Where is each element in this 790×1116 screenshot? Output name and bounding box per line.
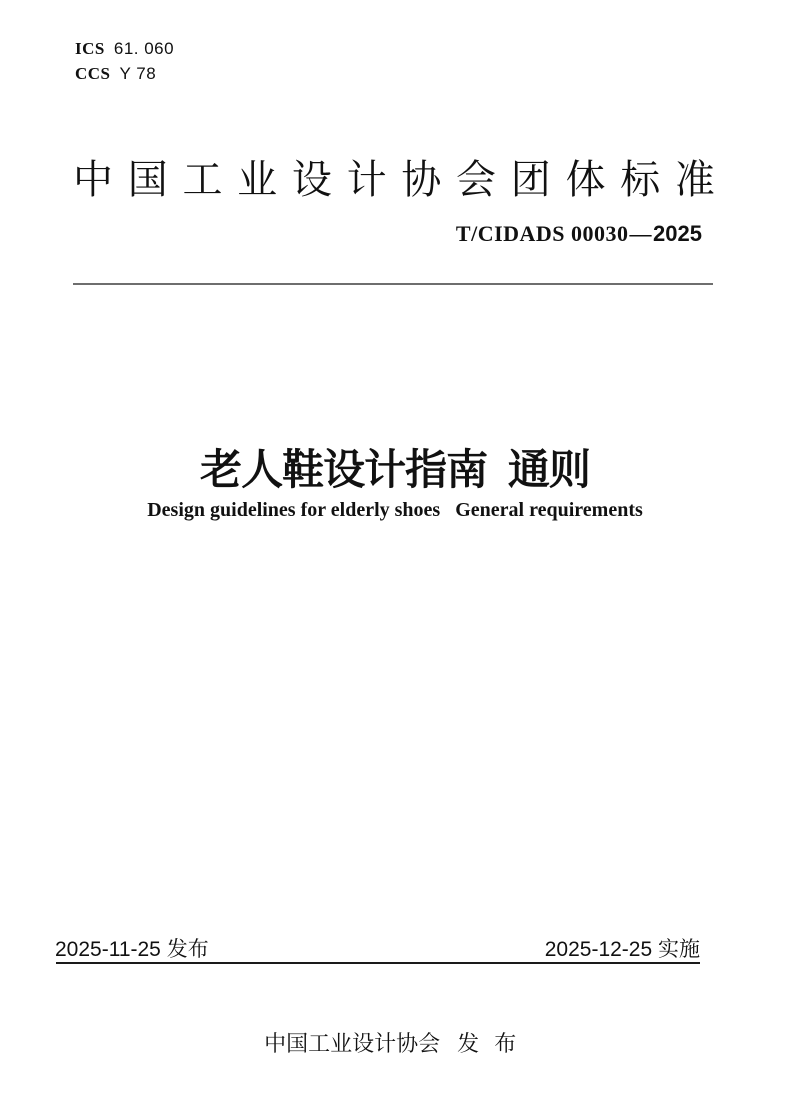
- org-title-char: 准: [674, 158, 715, 202]
- standard-code-dash: —: [629, 221, 653, 246]
- implementation-date: 2025-12-25 实施: [544, 938, 700, 961]
- standard-code-prefix: T/CIDADS 00030: [455, 221, 629, 246]
- ics-line: [75, 36, 174, 61]
- ccs-value: Y 78: [119, 64, 157, 83]
- org-title-char: 工: [182, 158, 223, 202]
- standard-code: [456, 221, 702, 247]
- org-title-char: 协: [401, 158, 442, 202]
- publisher-line: [56, 1001, 700, 1084]
- org-title-char: 中: [73, 158, 113, 202]
- footer-dates: [55, 933, 700, 963]
- ics-value: 61. 060: [113, 39, 175, 58]
- org-title-char: 体: [565, 158, 606, 202]
- org-title-char: 计: [346, 158, 387, 202]
- org-title-char: 业: [237, 158, 278, 202]
- publisher-org: 中国工业设计协会: [264, 1031, 441, 1056]
- org-title-char: 会: [456, 158, 497, 202]
- publisher-action: 发 布: [457, 1031, 517, 1056]
- standard-code-year: 2025: [653, 221, 702, 246]
- document-title-zh: 老人鞋设计指南 通则: [200, 446, 590, 493]
- org-title-char: 设: [291, 158, 332, 202]
- document-title-en: Design guidelines for elderly shoes General requirements: [147, 499, 643, 521]
- org-title-char: 国: [127, 158, 168, 202]
- classification-block: [75, 36, 174, 86]
- org-standard-title: [73, 156, 715, 204]
- ics-label: ICS: [75, 39, 105, 58]
- issue-date: 2025-11-25 发布: [55, 938, 209, 961]
- org-title-char: 标: [620, 158, 661, 202]
- ccs-line: [75, 61, 174, 86]
- ccs-label: CCS: [75, 64, 111, 83]
- header-rule: [73, 283, 713, 285]
- footer-rule: [56, 962, 700, 964]
- org-title-char: 团: [510, 158, 551, 202]
